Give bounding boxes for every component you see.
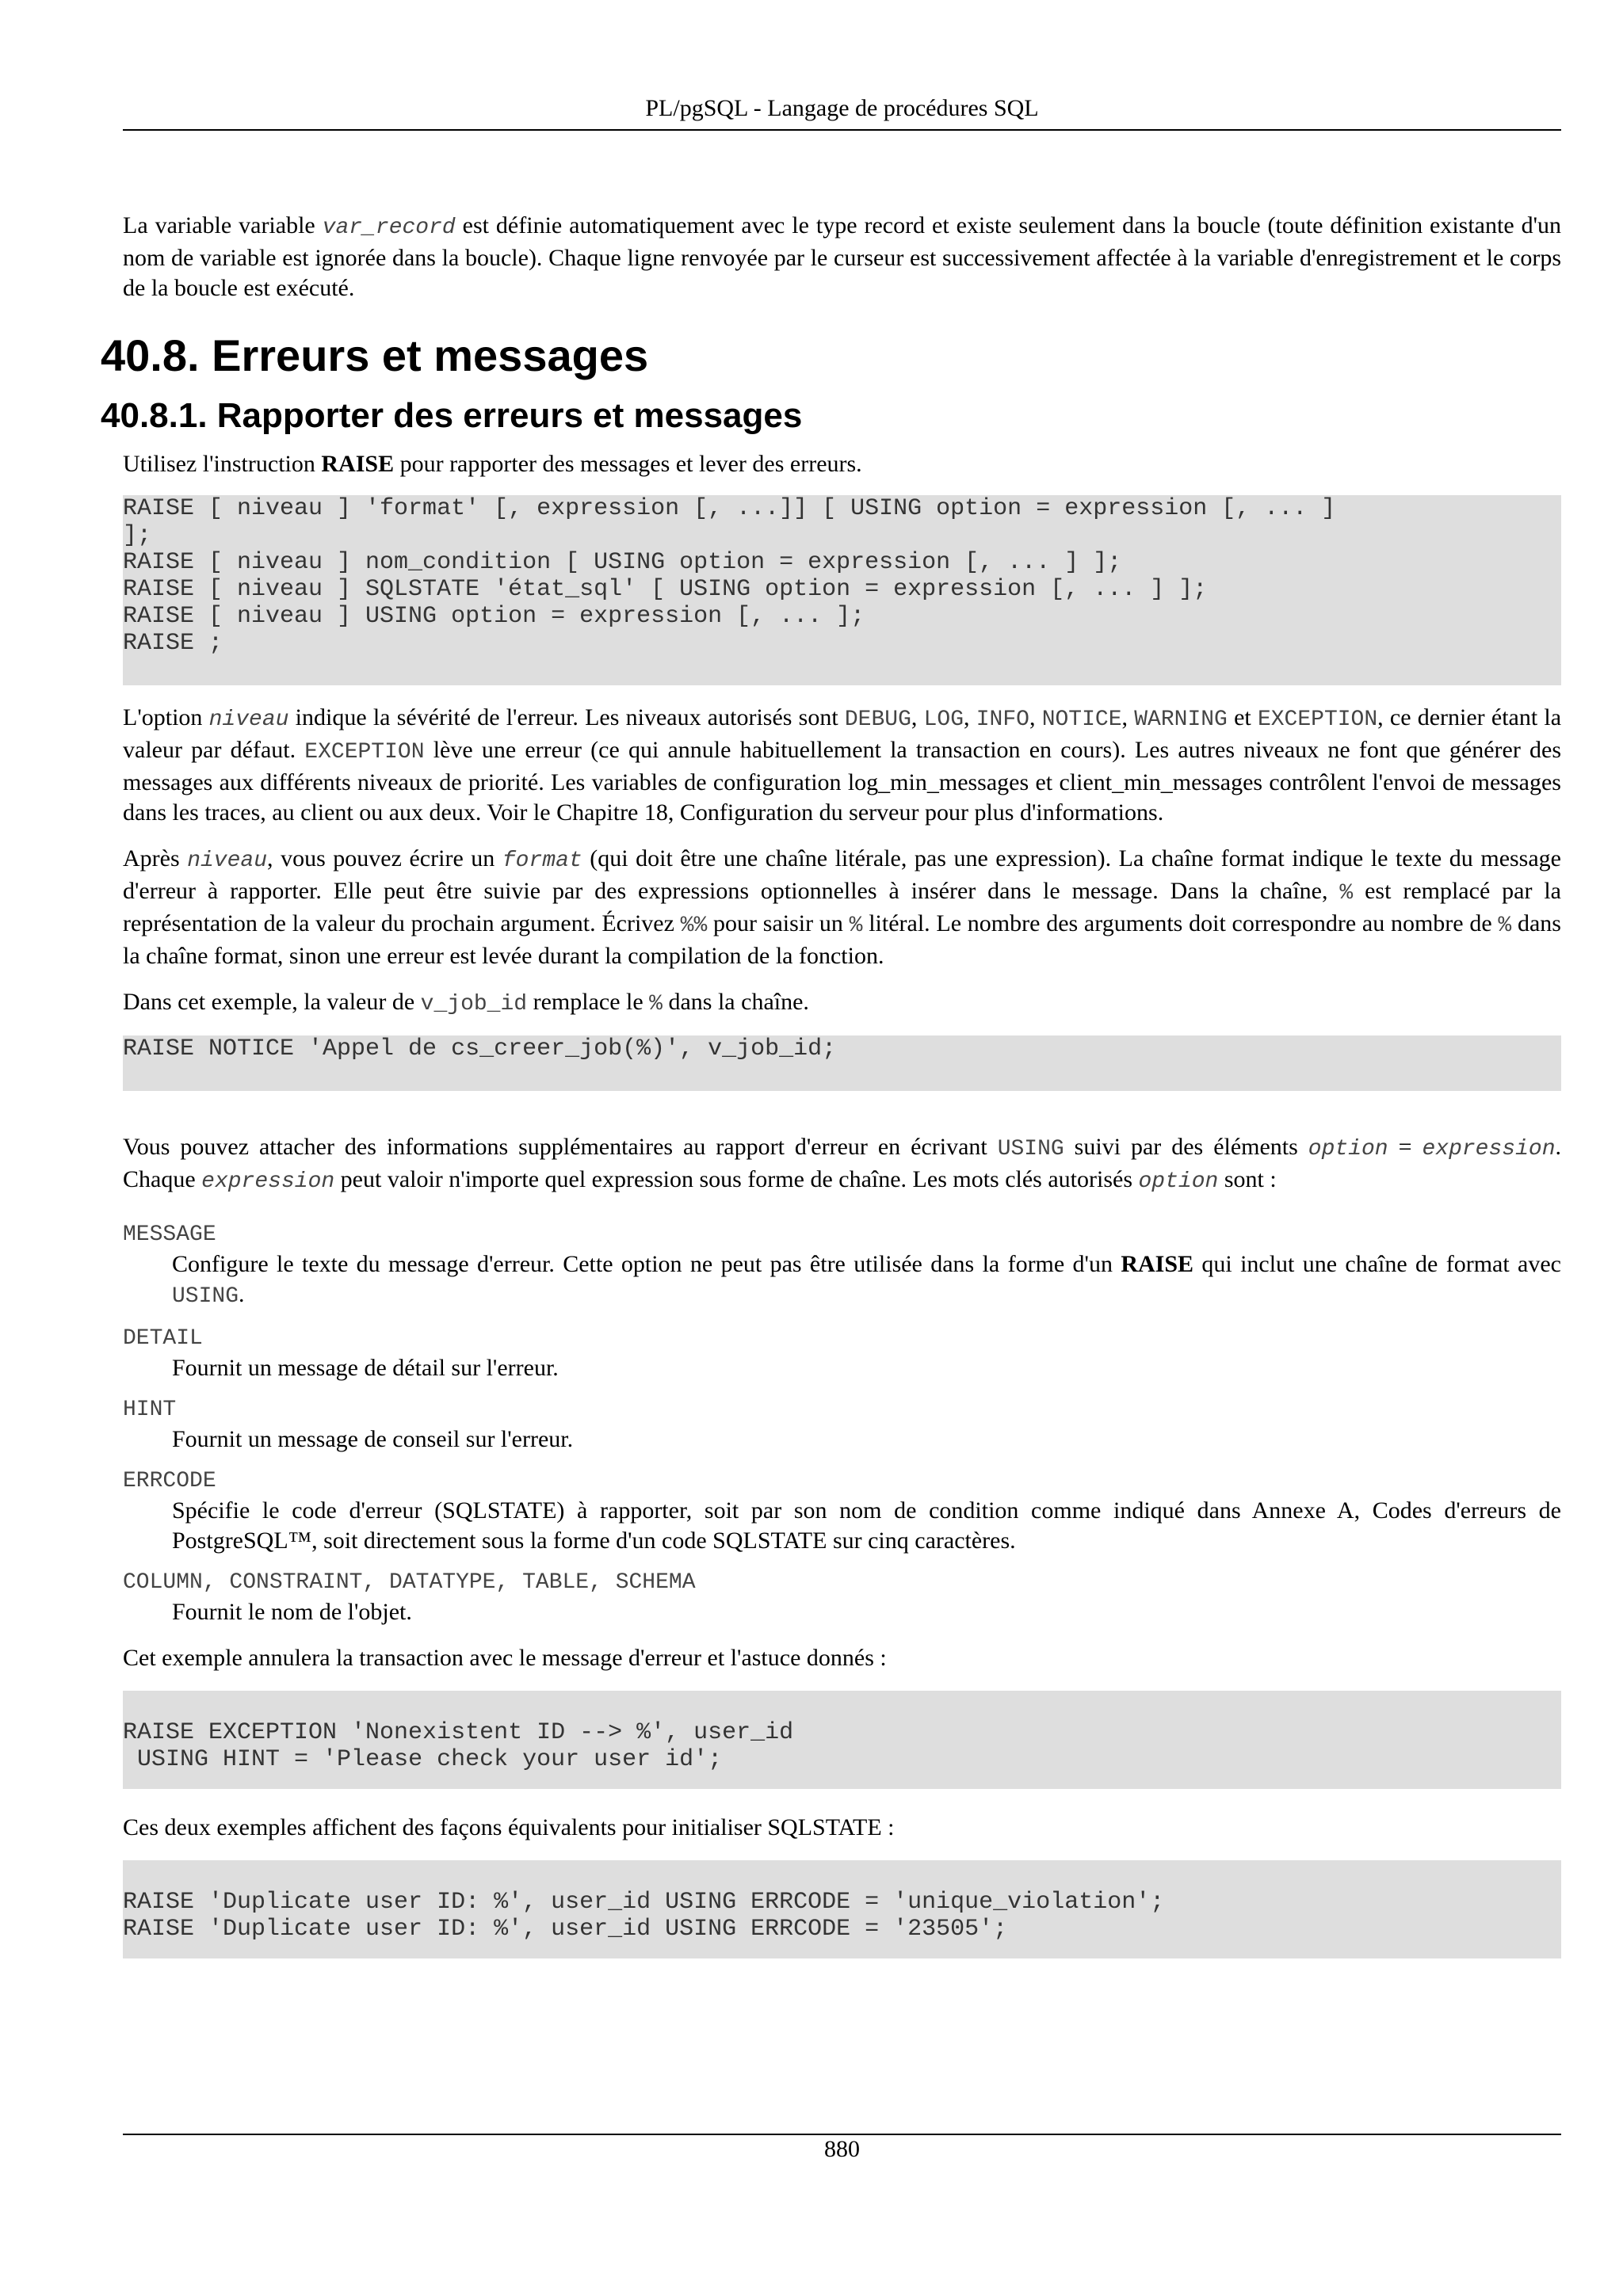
text: litéral. Le nombre des arguments doit correspondre au nombre de: [862, 910, 1499, 936]
text: (qui doit être une chaîne litérale, pas une expression). La chaîne format indique le texte du message d'erreur à rapporter. Elle peut être suivie par des expressions optionnelles à insérer dans le message. Dans la chaîne,: [123, 845, 1561, 904]
text: est définie automatiquement avec le type record et existe seulement dans la boucle (toute définition existante d'un nom de variable est ignorée dans la boucle). Chaque ligne renvoyée par le curseur est successivement affectée à la variable d'enregistrement et le corps de la boucle est exécuté.: [123, 212, 1561, 301]
text: Vous pouvez attacher des informations supplémentaires au rapport d'erreur en écrivant: [123, 1134, 998, 1160]
code: %%: [680, 913, 708, 938]
code: EXCEPTION: [1257, 707, 1378, 732]
code: USING: [172, 1284, 239, 1309]
code: option: [1138, 1169, 1219, 1194]
option-paragraph: [123, 703, 1561, 828]
text: Utilisez l'instruction: [123, 451, 322, 477]
text: lève une erreur (ce qui annule habituellement la transaction en cours). Les autres niveaux ne font que générer des messages aux différents niveaux de priorité. Les variables de configuration log_min_messages et client_min_messages contrôlent l'envoi de messages dans les traces, au client ou aux deux. Voir le Chapitre 18, Configuration du serveur pour plus d'informations.: [123, 737, 1561, 826]
text: ,: [1029, 704, 1042, 730]
text: =: [1388, 1134, 1423, 1160]
text: dans la chaîne.: [662, 989, 809, 1015]
option-term: HINT: [123, 1398, 177, 1422]
running-header: PL/pgSQL - Langage de procédures SQL: [645, 95, 1039, 121]
apres-paragraph: [123, 844, 1561, 971]
exception-example-intro: Cet exemple annulera la transaction avec le message d'erreur et l'astuce donnés :: [123, 1645, 887, 1671]
raise-keyword: RAISE: [1121, 1251, 1194, 1277]
option-term: DETAIL: [123, 1326, 203, 1351]
code: NOTICE: [1041, 707, 1122, 732]
page-content: [101, 211, 1562, 1976]
using-paragraph: [123, 1132, 1561, 1197]
text: remplace le: [527, 989, 650, 1015]
text: , ce dernier étant la valeur par défaut.: [123, 704, 1562, 763]
option-desc: [172, 1249, 1561, 1312]
intro-paragraph: [123, 211, 1561, 303]
text: suivi par des éléments: [1064, 1134, 1308, 1160]
option-desc: Fournit le nom de l'objet.: [172, 1599, 412, 1625]
sqlstate-example-intro: Ces deux exemples affichent des façons équivalents pour initialiser SQLSTATE :: [123, 1814, 895, 1840]
text: peut valoir n'importe quel expression sous forme de chaîne. Les mots clés autorisés: [334, 1166, 1139, 1192]
code: DEBUG: [844, 707, 911, 732]
example-intro-paragraph: [123, 987, 1561, 1020]
text: sont :: [1218, 1166, 1277, 1192]
text: ,: [1121, 704, 1135, 730]
code: %: [1339, 881, 1354, 906]
text: indique la sévérité de l'erreur. Les niveaux autorisés sont: [288, 704, 845, 730]
code: %: [849, 913, 863, 938]
subsection-title: 40.8.1. Rapporter des erreurs et messages: [101, 396, 803, 435]
text: pour rapporter des messages et lever des erreurs.: [394, 451, 862, 477]
text: et: [1227, 704, 1258, 730]
code: v_job_id: [420, 992, 528, 1016]
page-number: 880: [824, 2136, 860, 2162]
text: , vous pouvez écrire un: [267, 845, 502, 871]
text: Dans cet exemple, la valeur de: [123, 989, 421, 1015]
text: La variable variable: [123, 212, 323, 238]
text: .: [239, 1281, 245, 1307]
option-desc: Spécifie le code d'erreur (SQLSTATE) à rapporter, soit par son nom de condition comme indiqué dans Annexe A, Codes d'erreurs de PostgreSQL™, soit directement sous la forme d'un code SQLSTATE sur cinq caractères.: [172, 1497, 1561, 1554]
option-desc: Fournit un message de conseil sur l'erreur.: [172, 1426, 574, 1452]
option-list: [123, 1221, 1561, 1627]
text: Configure le texte du message d'erreur. Cette option ne peut pas être utilisée dans la forme d'un: [172, 1251, 1121, 1277]
text: pour saisir un: [707, 910, 850, 936]
code: option: [1308, 1137, 1388, 1161]
text: Après: [123, 845, 188, 871]
code: expression: [1422, 1137, 1556, 1161]
option-desc: Fournit un message de détail sur l'erreur.: [172, 1355, 559, 1381]
raise-keyword: RAISE: [321, 451, 395, 477]
code-var-record: var_record: [322, 215, 456, 240]
code: INFO: [976, 707, 1029, 732]
text: . Chaque: [123, 1134, 1561, 1192]
text: qui inclut une chaîne de format avec: [1193, 1251, 1561, 1277]
option-term: MESSAGE: [123, 1222, 216, 1247]
code: format: [502, 849, 582, 873]
code: %: [1498, 913, 1512, 938]
code: USING: [997, 1137, 1064, 1161]
exception-code-block: RAISE EXCEPTION 'Nonexistent ID --> %', user_id USING HINT = 'Please check your user id';: [123, 1691, 1561, 1789]
text: L'option: [123, 704, 209, 730]
option-term: ERRCODE: [123, 1469, 216, 1493]
code: WARNING: [1134, 707, 1228, 732]
header-rule: [123, 129, 1561, 131]
text: est remplacé par la représentation de la valeur du prochain argument. Écrivez: [123, 878, 1562, 936]
code: %: [649, 992, 663, 1016]
code: niveau: [187, 849, 268, 873]
use-paragraph: [123, 449, 1561, 479]
text: ,: [911, 704, 924, 730]
code: EXCEPTION: [304, 740, 425, 765]
text: ,: [964, 704, 976, 730]
option-term: COLUMN, CONSTRAINT, DATATYPE, TABLE, SCHEMA: [123, 1570, 696, 1595]
code: expression: [201, 1169, 335, 1194]
notice-code-block: RAISE NOTICE 'Appel de cs_creer_job(%)', v_job_id;: [123, 1035, 1561, 1091]
section-title: 40.8. Erreurs et messages: [101, 330, 649, 380]
syntax-code-block: RAISE [ niveau ] 'format' [, expression [, ...]] [ USING option = expression [, ... ] ]; RAISE [ niveau ] nom_condition [ USING option = expression [, ... ] ]; RAISE [ niveau ] SQLSTATE 'état_sql' [ USING option = expression [, ... ] ]; RAISE [ niveau ] USING option = expression [, ... ]; RAISE ;: [123, 495, 1561, 685]
code: LOG: [923, 707, 964, 732]
code: niveau: [208, 707, 289, 732]
text: dans la chaîne format, sinon une erreur est levée durant la compilation de la fonction.: [123, 910, 1561, 969]
sqlstate-code-block: RAISE 'Duplicate user ID: %', user_id USING ERRCODE = 'unique_violation'; RAISE 'Duplicate user ID: %', user_id USING ERRCODE = '23505';: [123, 1860, 1561, 1958]
